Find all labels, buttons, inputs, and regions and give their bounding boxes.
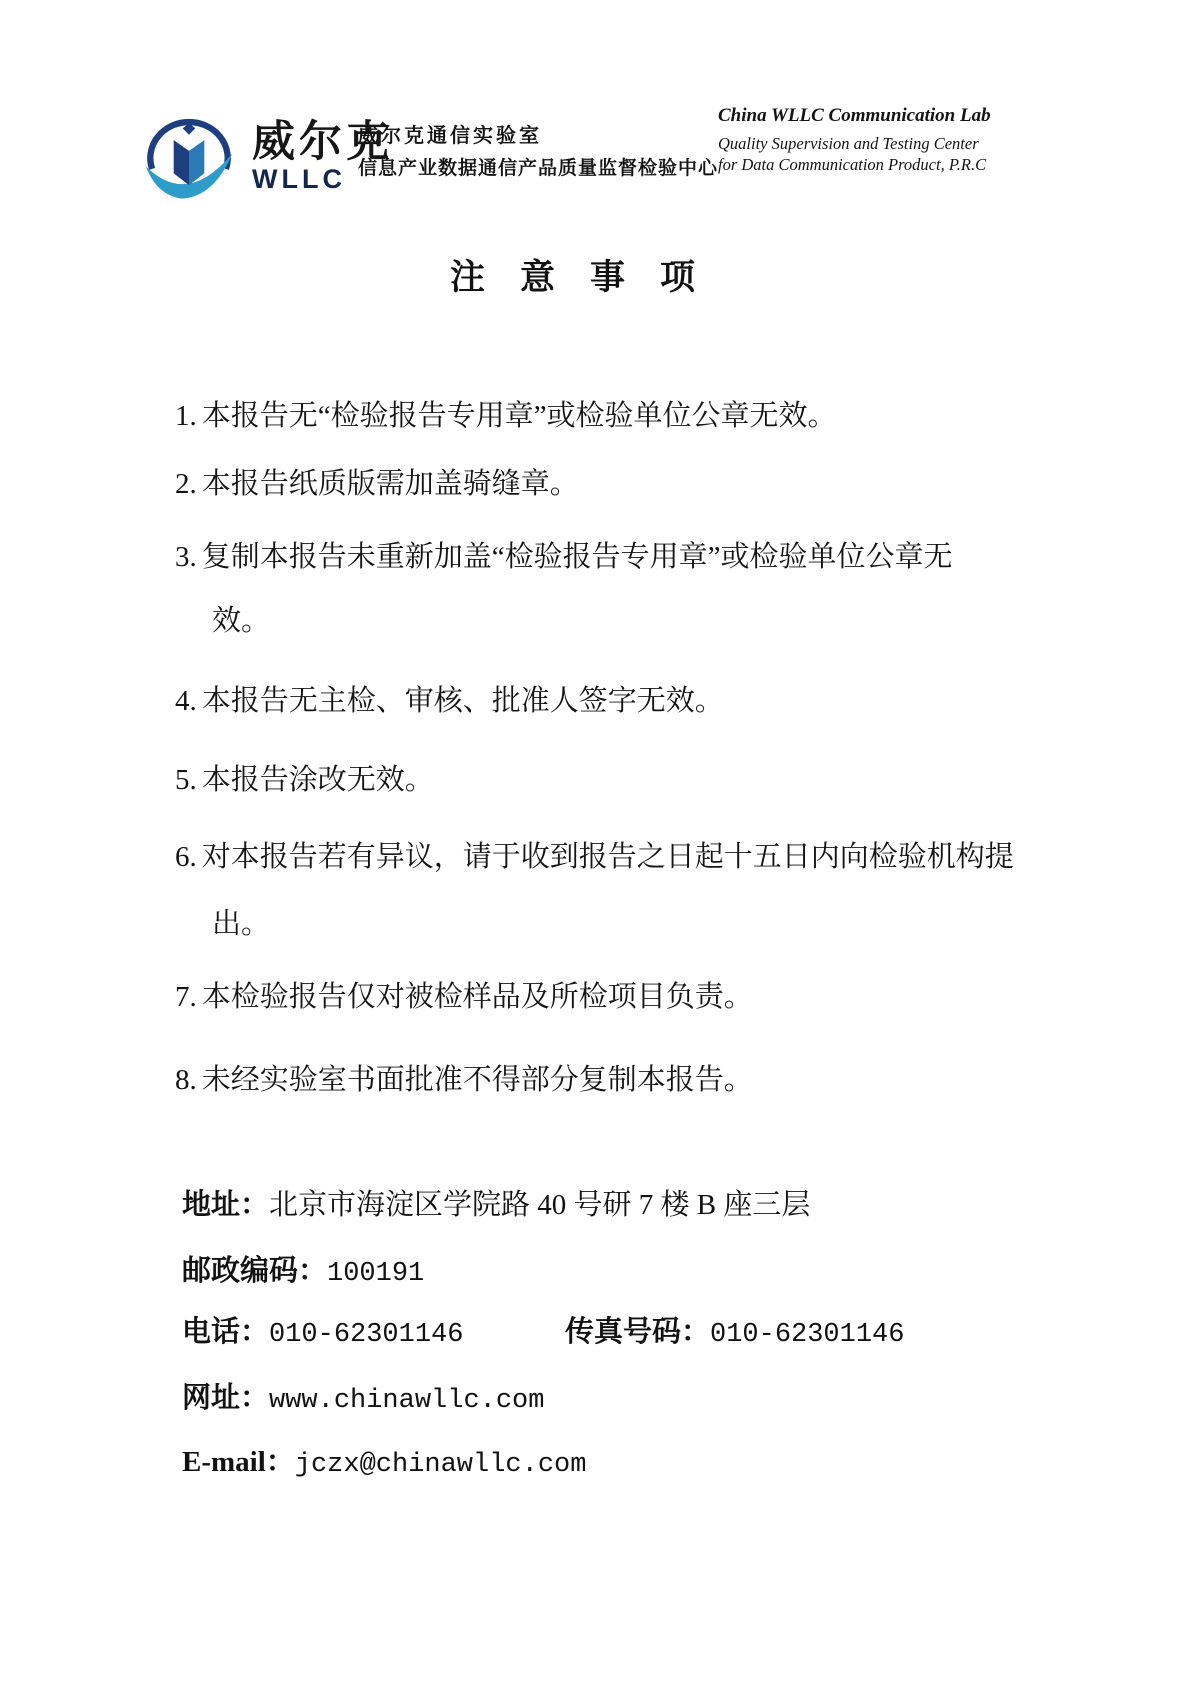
notice-item-2-number: 2. — [175, 468, 197, 500]
notice-item-5-text: 本报告涂改无效。 — [201, 764, 434, 796]
fax-pair — [565, 1315, 904, 1352]
notice-item-8-text: 未经实验室书面批准不得部分复制本报告。 — [201, 1064, 753, 1096]
notice-item-7-text: 本检验报告仅对被检样品及所检项目负责。 — [201, 981, 753, 1013]
notice-item-5-number: 5. — [175, 764, 197, 796]
notice-item-1 — [175, 400, 837, 433]
wllc-logo-icon — [142, 114, 236, 204]
email-value: jczx@chinawllc.com — [294, 1450, 587, 1480]
lab-name-cn: 威尔克通信实验室 — [358, 125, 542, 147]
fax-label: 传真号码： — [565, 1316, 711, 1348]
notice-item-3 — [175, 541, 953, 574]
notice-item-6-text-line2: 出。 — [212, 908, 271, 940]
email-line — [182, 1445, 586, 1482]
notice-item-8 — [175, 1064, 753, 1097]
notice-item-8-number: 8. — [175, 1064, 197, 1096]
notice-item-1-text: 本报告无“检验报告专用章”或检验单位公章无效。 — [201, 400, 837, 432]
org-name-en-line1: China WLLC Communication Lab — [718, 105, 991, 126]
notice-item-7-number: 7. — [175, 981, 197, 1013]
website-value: www.chinawllc.com — [269, 1386, 545, 1416]
website-label: 网址： — [182, 1382, 270, 1414]
postal-code-line — [182, 1254, 424, 1291]
notice-item-3-continuation — [212, 605, 270, 638]
address-label: 地址： — [182, 1189, 270, 1221]
postal-code-label: 邮政编码： — [182, 1255, 328, 1287]
org-names-cn — [358, 124, 718, 181]
notice-item-2 — [175, 468, 579, 501]
org-name-en-line3: for Data Communication Product, P.R.C — [718, 155, 987, 174]
notice-item-3-text-line2: 效。 — [212, 605, 271, 637]
notice-item-4-number: 4. — [175, 685, 197, 717]
notice-item-6 — [175, 841, 1014, 874]
postal-code-value: 100191 — [327, 1259, 425, 1289]
notice-item-6-continuation — [212, 908, 270, 941]
address-line — [182, 1188, 810, 1222]
notice-item-4 — [175, 685, 724, 718]
website-line — [182, 1381, 544, 1418]
notice-item-3-number: 3. — [175, 541, 197, 573]
page-title: 注意事项 — [450, 258, 731, 297]
address-value: 北京市海淀区学院路 40 号研 7 楼 B 座三层 — [269, 1189, 811, 1221]
email-label: E-mail： — [182, 1446, 295, 1478]
brand-name-en: WLLC — [252, 164, 346, 194]
notice-item-1-number: 1. — [175, 400, 197, 432]
org-name-en-line2: Quality Supervision and Testing Center — [718, 134, 979, 153]
phone-fax-line — [182, 1315, 905, 1352]
notice-item-3-text-line1: 复制本报告未重新加盖“检验报告专用章”或检验单位公章无 — [201, 541, 953, 573]
notice-item-6-number: 6. — [175, 841, 197, 873]
notice-item-7 — [175, 981, 753, 1014]
notice-item-4-text: 本报告无主检、审核、批准人签字无效。 — [201, 685, 724, 717]
notice-item-2-text: 本报告纸质版需加盖骑缝章。 — [201, 468, 579, 500]
center-name-cn: 信息产业数据通信产品质量监督检验中心 — [358, 158, 719, 179]
org-names-en — [718, 104, 991, 175]
brand-name-cn: 威尔克 — [252, 118, 393, 166]
notice-item-6-text-line1: 对本报告若有异议，请于收到报告之日起十五日内向检验机构提 — [201, 841, 1014, 873]
notice-item-5 — [175, 764, 434, 797]
phone-label: 电话： — [182, 1316, 270, 1348]
fax-value: 010-62301146 — [710, 1320, 905, 1350]
phone-value: 010-62301146 — [269, 1320, 464, 1350]
